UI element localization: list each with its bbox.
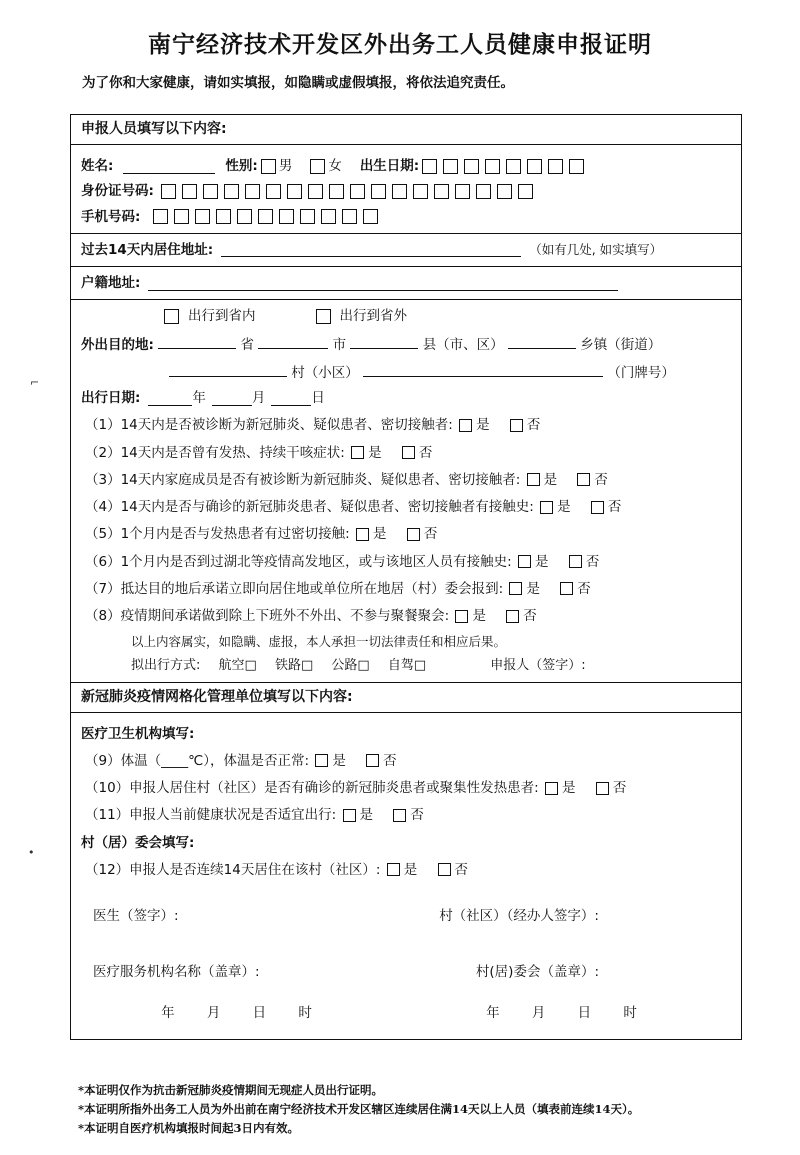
dest-door-input[interactable] bbox=[363, 361, 603, 377]
dest-county-unit: 县（市、区） bbox=[422, 336, 504, 353]
page-subtitle: 为了你和大家健康，请如实填报，如隐瞒或虚假填报，将依法追究责任。 bbox=[82, 75, 514, 91]
question-text: （2）14天内是否曾有发热、持续干咳症状: bbox=[85, 444, 345, 461]
divider-1 bbox=[71, 233, 741, 234]
transport-row bbox=[131, 656, 731, 676]
destination-label: 外出目的地: bbox=[81, 336, 154, 353]
gender-male-checkbox[interactable] bbox=[261, 159, 276, 174]
birth-boxes[interactable] bbox=[419, 159, 587, 174]
q1-yes-label: 是 bbox=[476, 417, 490, 434]
question-row bbox=[85, 751, 731, 771]
q8-yes-label: 是 bbox=[472, 608, 486, 624]
question-row bbox=[85, 552, 731, 572]
question-row bbox=[85, 443, 731, 463]
q1-no-checkbox[interactable] bbox=[510, 419, 523, 432]
row-id-number bbox=[81, 181, 731, 201]
travel-out-province-checkbox[interactable] bbox=[316, 309, 331, 324]
question-text: （1）14天内是否被诊断为新冠肺炎、疑似患者、密切接触者: bbox=[85, 417, 453, 434]
q2-no-checkbox[interactable] bbox=[402, 446, 415, 459]
addr14-label: 过去14天内居住地址: bbox=[81, 241, 214, 258]
id-box[interactable] bbox=[455, 184, 470, 199]
id-box[interactable] bbox=[476, 184, 491, 199]
id-box[interactable] bbox=[392, 184, 407, 199]
medical-org-heading-row bbox=[81, 724, 731, 744]
id-box[interactable] bbox=[287, 184, 302, 199]
q7-yes-label: 是 bbox=[526, 580, 540, 597]
signature-row-1 bbox=[93, 906, 719, 926]
q12-no-label: 否 bbox=[454, 861, 468, 878]
phone-box[interactable] bbox=[342, 209, 357, 224]
question-text: （3）14天内家庭成员是否有被诊断为新冠肺炎、疑似患者、密切接触者: bbox=[85, 471, 521, 488]
id-box[interactable] bbox=[350, 184, 365, 199]
margin-mark-1: ⌐ bbox=[30, 376, 40, 389]
date-row bbox=[81, 1003, 731, 1023]
question-text: （10）申报人居住村（社区）是否有确诊的新冠肺炎患者或聚集性发热患者: bbox=[85, 780, 539, 796]
id-box[interactable] bbox=[266, 184, 281, 199]
row-address-14days bbox=[81, 240, 731, 260]
q4-yes-label: 是 bbox=[557, 499, 571, 515]
q5-yes-checkbox[interactable] bbox=[356, 528, 369, 541]
applicant-signature-label: 申报人（签字）: bbox=[490, 658, 586, 673]
footnote-item: *本证明所指外出务工人员为外出前在南宁经济技术开发区辖区连续居住满14天以上人员（填表前连续14天）。 bbox=[78, 1101, 640, 1116]
gender-label: 性别: bbox=[225, 158, 258, 174]
village-committee-heading: 村（居）委会填写: bbox=[81, 834, 195, 851]
travel-in-province-checkbox[interactable] bbox=[164, 309, 179, 324]
q3-yes-label: 是 bbox=[543, 471, 558, 488]
q5-no-label: 否 bbox=[423, 526, 438, 543]
dest-town-input[interactable] bbox=[508, 333, 576, 349]
q5-yes-label: 是 bbox=[373, 526, 387, 543]
q9-yes-checkbox[interactable] bbox=[315, 754, 328, 767]
phone-box[interactable] bbox=[300, 209, 315, 224]
dest-town-unit: 乡镇（街道） bbox=[580, 336, 662, 353]
question-row bbox=[85, 579, 731, 599]
q4-no-checkbox[interactable] bbox=[591, 501, 604, 514]
row-destination-1 bbox=[81, 333, 731, 355]
q5-no-checkbox[interactable] bbox=[407, 528, 420, 541]
transport-option-selfdrive[interactable]: 自驾□ bbox=[387, 658, 427, 673]
q7-yes-checkbox[interactable] bbox=[509, 582, 522, 595]
section2-header: 新冠肺炎疫情网格化管理单位填写以下内容: bbox=[71, 682, 741, 713]
departure-month-unit: 月 bbox=[251, 390, 266, 406]
medical-org-seal-label: 医疗服务机构名称（盖章）: bbox=[93, 964, 260, 981]
question-text: （11）申报人当前健康状况是否适宜出行: bbox=[85, 807, 337, 824]
document-page bbox=[0, 26, 800, 1155]
dest-city-input[interactable] bbox=[258, 333, 328, 349]
dest-door-unit: （门牌号） bbox=[607, 364, 675, 381]
q11-no-label: 否 bbox=[410, 807, 424, 824]
phone-box[interactable] bbox=[258, 209, 273, 224]
q4-yes-checkbox[interactable] bbox=[540, 501, 553, 514]
id-box[interactable] bbox=[329, 184, 344, 199]
q12-yes-label: 是 bbox=[403, 861, 418, 878]
birth-box[interactable] bbox=[569, 159, 584, 174]
addr14-input[interactable] bbox=[221, 242, 521, 257]
doctor-signature-label: 医生（签字）: bbox=[93, 908, 179, 924]
addr14-hint: （如有几处, 如实填写） bbox=[529, 241, 663, 257]
row-phone bbox=[81, 207, 731, 227]
transport-option-air[interactable]: 航空□ bbox=[218, 658, 257, 673]
birth-box[interactable] bbox=[422, 159, 437, 174]
travel-out-province-label: 出行到省外 bbox=[339, 308, 407, 325]
row-travel-scope bbox=[161, 306, 731, 326]
q3-no-checkbox[interactable] bbox=[577, 473, 590, 486]
id-box[interactable] bbox=[518, 184, 533, 199]
q7-no-label: 否 bbox=[577, 580, 591, 597]
medical-date-label: 年 月 日 时 bbox=[161, 1004, 326, 1021]
village-date-label: 年 月 日 时 bbox=[486, 1004, 651, 1021]
q8-yes-checkbox[interactable] bbox=[455, 610, 468, 623]
divider-3 bbox=[71, 299, 741, 300]
section1-body bbox=[71, 145, 741, 682]
phone-box[interactable] bbox=[321, 209, 336, 224]
village-seal-label: 村(居)委会（盖章）: bbox=[475, 964, 599, 981]
id-box[interactable] bbox=[245, 184, 260, 199]
q9-no-checkbox[interactable] bbox=[366, 754, 379, 767]
departure-day-input[interactable] bbox=[271, 390, 311, 406]
departure-year-unit: 年 bbox=[192, 390, 206, 406]
q8-no-checkbox[interactable] bbox=[506, 610, 519, 623]
row-departure-date bbox=[81, 388, 731, 408]
phone-box[interactable] bbox=[153, 209, 168, 224]
birth-box[interactable] bbox=[527, 159, 542, 174]
name-input[interactable] bbox=[123, 159, 215, 174]
phone-box[interactable] bbox=[279, 209, 294, 224]
id-box[interactable] bbox=[308, 184, 323, 199]
form-container bbox=[70, 114, 742, 1040]
birth-label: 出生日期: bbox=[359, 158, 420, 174]
birth-box[interactable] bbox=[464, 159, 479, 174]
q12-yes-checkbox[interactable] bbox=[387, 863, 400, 876]
page-title: 南宁经济技术开发区外出务工人员健康申报证明 bbox=[148, 31, 652, 58]
dest-county-input[interactable] bbox=[350, 333, 418, 349]
q11-no-checkbox[interactable] bbox=[393, 809, 406, 822]
q3-yes-checkbox[interactable] bbox=[527, 473, 540, 486]
section2-body bbox=[71, 713, 741, 1039]
dest-village-unit: 村（小区） bbox=[291, 364, 359, 381]
dest-village-input[interactable] bbox=[169, 361, 287, 377]
hukou-input[interactable] bbox=[148, 276, 618, 291]
q2-no-label: 否 bbox=[418, 444, 433, 461]
row-name-gender-birth bbox=[81, 156, 731, 176]
margin-mark-2: • bbox=[28, 846, 35, 859]
question-row bbox=[85, 470, 731, 490]
q7-no-checkbox[interactable] bbox=[560, 582, 573, 595]
q12-no-checkbox[interactable] bbox=[438, 863, 451, 876]
village-signature-label: 村（社区）（经办人签字）: bbox=[439, 908, 599, 924]
id-box[interactable] bbox=[434, 184, 449, 199]
footnote-item: *本证明自医疗机构填报时间起3日内有效。 bbox=[78, 1120, 300, 1135]
phone-box[interactable] bbox=[216, 209, 231, 224]
dest-city-unit: 市 bbox=[332, 336, 347, 353]
q1-yes-checkbox[interactable] bbox=[459, 419, 472, 432]
q4-no-label: 否 bbox=[607, 499, 622, 515]
q6-yes-label: 是 bbox=[535, 553, 549, 570]
q11-yes-label: 是 bbox=[359, 807, 374, 824]
q9-no-label: 否 bbox=[383, 752, 397, 769]
birth-box[interactable] bbox=[506, 159, 521, 174]
transport-option-rail[interactable]: 铁路□ bbox=[274, 658, 314, 673]
q10-no-checkbox[interactable] bbox=[596, 782, 609, 795]
question-text: （7）抵达目的地后承诺立即向居住地或单位所在地居（村）委会报到: bbox=[85, 580, 504, 597]
departure-month-input[interactable] bbox=[212, 390, 252, 406]
question-row bbox=[85, 606, 731, 626]
phone-label: 手机号码: bbox=[81, 208, 141, 225]
question-row bbox=[85, 524, 731, 544]
question-row bbox=[85, 805, 731, 825]
q9-yes-label: 是 bbox=[332, 752, 346, 769]
id-box[interactable] bbox=[224, 184, 239, 199]
question-text: （5）1个月内是否与发热患者有过密切接触: bbox=[85, 526, 350, 543]
q11-yes-checkbox[interactable] bbox=[343, 809, 356, 822]
gender-female-label: 女 bbox=[328, 158, 342, 174]
question-text: （12）申报人是否连续14天居住在该村（社区）: bbox=[85, 861, 381, 878]
q6-no-checkbox[interactable] bbox=[569, 555, 582, 568]
dest-province-input[interactable] bbox=[158, 333, 236, 349]
name-label: 姓名: bbox=[81, 158, 114, 174]
footnotes bbox=[78, 1081, 758, 1138]
signature-row-2 bbox=[93, 962, 719, 982]
phone-box[interactable] bbox=[237, 209, 252, 224]
transport-option-road[interactable]: 公路□ bbox=[331, 658, 370, 673]
id-box[interactable] bbox=[203, 184, 218, 199]
divider-2 bbox=[71, 266, 741, 267]
q10-yes-checkbox[interactable] bbox=[545, 782, 558, 795]
question-text: （6）1个月内是否到过湖北等疫情高发地区，或与该地区人员有接触史: bbox=[85, 553, 512, 570]
transport-label: 拟出行方式: bbox=[131, 658, 201, 673]
birth-box[interactable] bbox=[548, 159, 563, 174]
id-box[interactable] bbox=[497, 184, 512, 199]
q10-yes-label: 是 bbox=[562, 780, 576, 796]
declaration-text: 以上内容属实，如隐瞒、虚报，本人承担一切法律责任和相应后果。 bbox=[131, 634, 507, 650]
q8-no-label: 否 bbox=[523, 608, 537, 624]
gender-male-label: 男 bbox=[278, 158, 293, 174]
phone-box[interactable] bbox=[174, 209, 189, 224]
birth-box[interactable] bbox=[443, 159, 458, 174]
departure-day-unit: 日 bbox=[311, 390, 325, 406]
question-text: （4）14天内是否与确诊的新冠肺炎患者、疑似患者、密切接触者有接触史: bbox=[85, 499, 534, 515]
row-hukou bbox=[81, 273, 731, 293]
phone-box[interactable] bbox=[195, 209, 210, 224]
gender-female-checkbox[interactable] bbox=[310, 159, 325, 174]
q10-no-label: 否 bbox=[612, 780, 627, 796]
id-boxes[interactable] bbox=[158, 184, 536, 199]
id-box[interactable] bbox=[161, 184, 176, 199]
departure-label: 出行日期: bbox=[81, 390, 141, 406]
departure-year-input[interactable] bbox=[148, 390, 192, 406]
travel-in-province-label: 出行到省内 bbox=[188, 308, 256, 325]
section1-header: 申报人员填写以下内容: bbox=[71, 115, 741, 145]
q1-no-label: 否 bbox=[526, 417, 541, 434]
medical-org-heading: 医疗卫生机构填写: bbox=[81, 725, 195, 742]
footnote-item: *本证明仅作为抗击新冠肺炎疫情期间无现症人员出行证明。 bbox=[78, 1083, 384, 1097]
q2-yes-checkbox[interactable] bbox=[351, 446, 364, 459]
village-committee-heading-row bbox=[81, 833, 731, 853]
id-box[interactable] bbox=[413, 184, 428, 199]
q2-yes-label: 是 bbox=[368, 444, 382, 461]
row-destination-2 bbox=[169, 361, 731, 383]
id-box[interactable] bbox=[182, 184, 197, 199]
dest-province-unit: 省 bbox=[240, 336, 254, 353]
q6-yes-checkbox[interactable] bbox=[518, 555, 531, 568]
question-text: （8）疫情期间承诺做到除上下班外不外出、不参与聚餐聚会: bbox=[85, 608, 450, 624]
q6-no-label: 否 bbox=[585, 553, 600, 570]
hukou-label: 户籍地址: bbox=[81, 275, 141, 291]
birth-box[interactable] bbox=[485, 159, 500, 174]
question-row bbox=[85, 778, 731, 798]
phone-boxes[interactable] bbox=[150, 209, 381, 224]
id-label: 身份证号码: bbox=[81, 183, 154, 200]
question-row bbox=[85, 497, 731, 517]
id-box[interactable] bbox=[371, 184, 386, 199]
question-row bbox=[85, 860, 731, 880]
q3-no-label: 否 bbox=[594, 471, 608, 488]
question-text: （9）体温（____℃），体温是否正常: bbox=[85, 752, 310, 769]
phone-box[interactable] bbox=[363, 209, 378, 224]
question-row bbox=[85, 415, 731, 435]
